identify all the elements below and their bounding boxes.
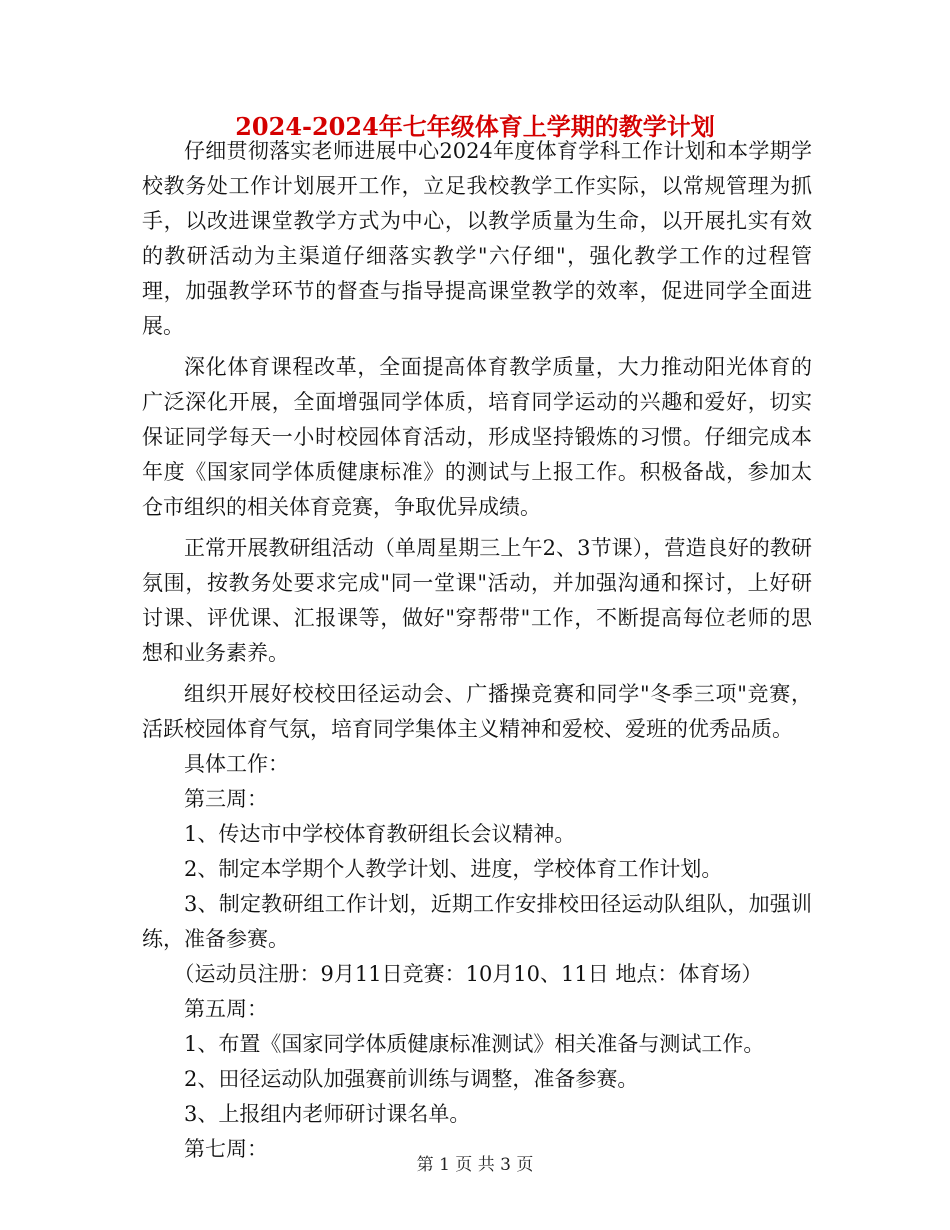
paragraph-intro: 仔细贯彻落实老师进展中心2024年度体育学科工作计划和本学期学校教务处工作计划展开工作，立足我校教学工作实际，以常规管理为抓手，以改进课堂教学方式为中心，以教学质量为生命，以开展扎实有效的教研活动为主渠道仔细落实教学"六仔细"，强化教学工作的过程管理，加强教学环节的督查与指导提高课堂教学的效率，促进同学全面进展。 (142, 139, 812, 338)
page-label-prefix: 第 (416, 1155, 434, 1175)
page-label-suffix: 页 (516, 1155, 534, 1175)
document-title: 2024-2024年七年级体育上学期的教学计划 (235, 112, 715, 141)
paragraph-curriculum-reform: 深化体育课程改革，全面提高体育教学质量，大力推动阳光体育的广泛深化开展，全面增强同学体质，培育同学运动的兴趣和爱好，切实保证同学每天一小时校园体育活动，形成坚持锻炼的习惯。仔细完成本年度《国家同学体质健康标准》的测试与上报工作。积极备战，参加太仓市组织的相关体育竞赛，争取优异成绩。 (142, 355, 812, 519)
week5-heading: 第五周： (184, 997, 268, 1021)
paragraph-research-group: 正常开展教研组活动（单周星期三上午2、3节课），营造良好的教研氛围，按教务处要求完成"同一堂课"活动，并加强沟通和探讨，上好研讨课、评优课、汇报课等，做好"穿帮带"工作，不断提高每位老师的思想和业务素养。 (142, 536, 812, 665)
paragraph-sports-events: 组织开展好校校田径运动会、广播操竞赛和同学"冬季三项"竞赛，活跃校园体育气氛，培育同学集体主义精神和爱校、爱班的优秀品质。 (142, 682, 812, 741)
page-current: 1 (439, 1155, 450, 1175)
week5-item-1: 1、布置《国家同学体质健康标准测试》相关准备与测试工作。 (184, 1032, 765, 1056)
work-heading: 具体工作： (184, 752, 289, 776)
document-body (142, 134, 812, 1167)
week3-item-3: 3、制定教研组工作计划，近期工作安排校田径运动队组队，加强训练，准备参赛。 (142, 892, 812, 951)
week3-note: （运动员注册：9月11日竞赛：10月10、11日 地点：体育场） (173, 962, 763, 986)
week3-heading: 第三周： (184, 787, 268, 811)
week5-item-2: 2、田径运动队加强赛前训练与调整，准备参赛。 (184, 1067, 639, 1091)
week3-item-2: 2、制定本学期个人教学计划、进度，学校体育工作计划。 (184, 857, 723, 881)
week3-item-1: 1、传达市中学校体育教研组长会议精神。 (184, 822, 576, 846)
week7-heading: 第七周： (184, 1137, 268, 1161)
page-footer (0, 1153, 950, 1177)
week5-item-3: 3、上报组内老师研讨课名单。 (184, 1102, 471, 1126)
page-total: 3 (500, 1155, 511, 1175)
page-label-middle: 页 共 (455, 1155, 495, 1175)
